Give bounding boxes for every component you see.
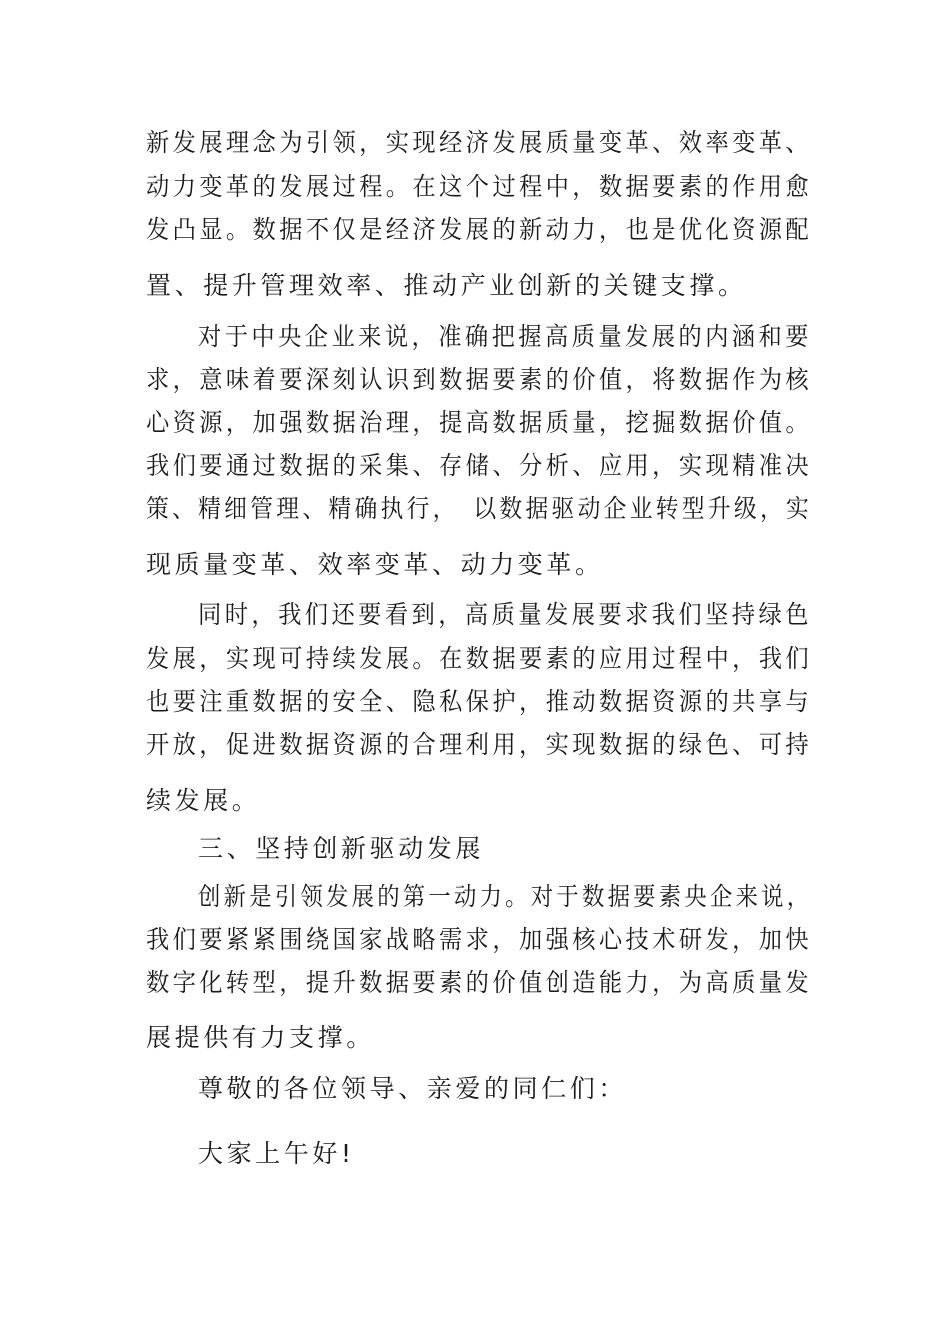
paragraph-line: 数字化转型，提升数据要素的价值创造能力，为高质量发 [146, 968, 813, 997]
paragraph-line: 对于中央企业来说，准确把握高质量发展的内涵和要 [198, 322, 812, 351]
paragraph-line: 求，意味着要深刻认识到数据要素的价值，将数据作为核 [146, 365, 813, 394]
paragraph-line: 发凸显。数据不仅是经济发展的新动力，也是优化资源配 [146, 215, 813, 244]
paragraph-line: 心资源，加强数据治理，提高数据质量，挖掘数据价值。 [146, 408, 813, 437]
paragraph-line: 动力变革的发展过程。在这个过程中，数据要素的作用愈 [146, 172, 813, 201]
section-heading: 三、坚持创新驱动发展 [198, 834, 485, 863]
paragraph-line: 也要注重数据的安全、隐私保护，推动数据资源的共享与 [146, 687, 813, 716]
paragraph-line: 同时，我们还要看到，高质量发展要求我们坚持绿色 [198, 600, 812, 629]
paragraph-line: 我们要通过数据的采集、存储、分析、应用，实现精准决 [146, 451, 813, 480]
greeting: 大家上午好! [198, 1139, 355, 1168]
paragraph-line: 新发展理念为引领，实现经济发展质量变革、效率变革、 [146, 128, 813, 157]
paragraph-line: 置、提升管理效率、推动产业创新的关键支撑。 [146, 271, 747, 300]
salutation: 尊敬的各位领导、亲爱的同仁们： [198, 1074, 628, 1103]
paragraph-line: 展提供有力支撑。 [146, 1023, 375, 1052]
paragraph-line: 开放，促进数据资源的合理利用，实现数据的绿色、可持 [146, 730, 813, 759]
paragraph-line: 发展，实现可持续发展。在数据要素的应用过程中，我们 [146, 644, 813, 673]
paragraph-line: 续发展。 [146, 786, 261, 815]
paragraph-line: 策、精细管理、精确执行， 以数据驱动企业转型升级，实 [146, 494, 813, 523]
paragraph-line: 我们要紧紧围绕国家战略需求，加强核心技术研发，加快 [146, 925, 813, 954]
paragraph-line: 创新是引领发展的第一动力。对于数据要素央企来说， [198, 882, 813, 911]
paragraph-line: 现质量变革、效率变革、动力变革。 [146, 550, 604, 579]
